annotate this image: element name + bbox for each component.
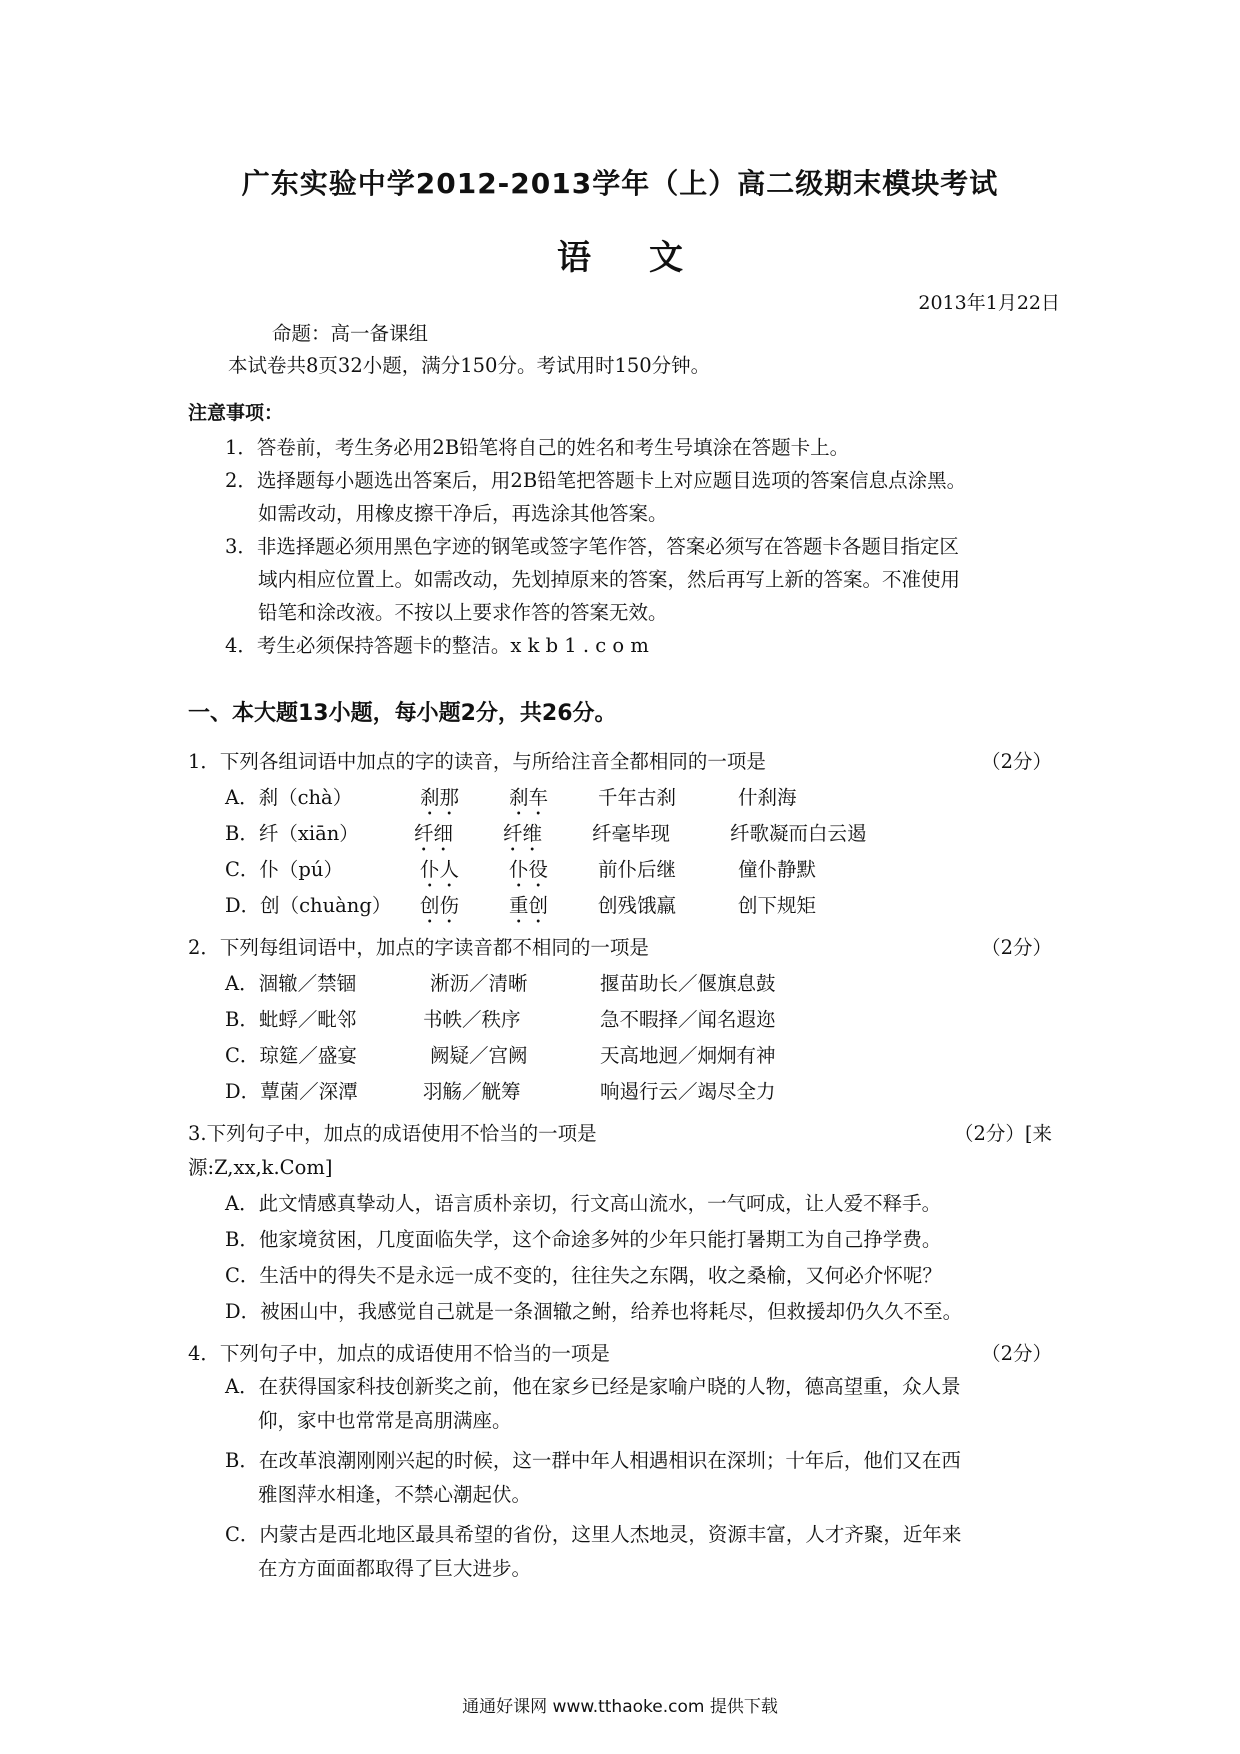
option-word: 纤歌凝而白云遏: [730, 822, 867, 845]
option-line-continued: 雅图萍水相逢，不禁心潮起伏。: [258, 1483, 532, 1506]
notice-item: 1．答卷前，考生务必用2B铅笔将自己的姓名和考生号填涂在答题卡上。: [225, 436, 850, 459]
exam-title: 广东实验中学2012-2013学年（上）高二级期末模块考试: [241, 167, 999, 200]
option-word: 僮仆静默: [738, 858, 817, 881]
option-word: 前仆后继: [598, 858, 677, 881]
question-4-option-c: [225, 1518, 1055, 1586]
notice-item: 4．考生必须保持答题卡的整洁。x k b 1 . c o m: [225, 634, 649, 657]
option-label: B．蚍蜉／毗邻: [225, 1008, 357, 1031]
option-line-continued: 在方方面面都取得了巨大进步。: [258, 1557, 532, 1580]
option-word: 刹车: [509, 786, 549, 809]
option-word: 创伤: [420, 894, 460, 917]
option-line: B．在改革浪潮刚刚兴起的时候，这一群中年人相遇相识在深圳；十年后，他们又在西: [225, 1449, 961, 1472]
question-3-score: （2分）[来: [953, 1122, 1052, 1145]
option-word: 天高地迥／炯炯有神: [600, 1044, 776, 1067]
option-word: 创残饿羸: [598, 894, 677, 917]
option-word: 羽觞／觥筹: [423, 1080, 521, 1103]
option-line: A．在获得国家科技创新奖之前，他在家乡已经是家喻户晓的人物，德高望重，众人景: [225, 1375, 961, 1398]
option-word: 急不暇择／闻名遐迩: [600, 1008, 776, 1031]
option-word: 纤细: [414, 822, 454, 845]
option-word: 创下规矩: [738, 894, 817, 917]
option-word: 阙疑／宫阙: [430, 1044, 528, 1067]
notice-item: 3．非选择题必须用黑色字迹的钢笔或签字笔作答，答案必须写在答题卡各题目指定区: [225, 535, 959, 558]
option-label: B．纤（xiān）: [225, 822, 359, 845]
option-label: A．刹（chà）: [225, 786, 353, 809]
author-line: 命题：高一备课组: [272, 322, 429, 345]
option-word: 重创: [509, 894, 549, 917]
option-label: A．涸辙／禁锢: [225, 972, 357, 995]
notice-heading: 注意事项：: [188, 402, 284, 424]
notice-item: 如需改动，用橡皮擦干净后，再选涂其他答案。: [258, 502, 668, 525]
notice-item: 铅笔和涂改液。不按以上要求作答的答案无效。: [258, 601, 668, 624]
option-word: 纤毫毕现: [592, 822, 671, 845]
option-label: C．琼筵／盛宴: [225, 1044, 357, 1067]
option-label: C．仆（pú）: [225, 858, 343, 881]
option-label: D．创（chuàng）: [225, 894, 392, 917]
option-word: 响遏行云／竭尽全力: [600, 1080, 776, 1103]
option-word: 纤维: [503, 822, 543, 845]
option-line-continued: 仰，家中也常常是高朋满座。: [258, 1409, 512, 1432]
option-word: 淅沥／清晰: [430, 972, 528, 995]
question-3-stem: 3.下列句子中，加点的成语使用不恰当的一项是: [188, 1122, 597, 1145]
exam-info: 本试卷共8页32小题，满分150分。考试用时150分钟。: [228, 354, 711, 377]
option-word: 揠苗助长／偃旗息鼓: [600, 972, 776, 995]
question-4-option-b: [225, 1444, 1055, 1512]
option-word: 书帙／秩序: [423, 1008, 521, 1031]
question-3-option-d: D．被困山中，我感觉自己就是一条涸辙之鲋，给养也将耗尽，但救援却仍久久不至。: [225, 1300, 963, 1323]
question-3-option-b: B．他家境贫困，几度面临失学，这个命途多舛的少年只能打暑期工为自己挣学费。: [225, 1228, 942, 1251]
exam-date: 2013年1月22日: [918, 292, 1060, 314]
subject-title: 语文: [557, 238, 741, 278]
question-4-score: （2分）: [981, 1342, 1052, 1365]
option-word: 刹那: [420, 786, 460, 809]
question-3-source: 源:Z,xx,k.Com]: [188, 1156, 333, 1179]
section-heading: 一、本大题13小题，每小题2分，共26分。: [188, 701, 617, 726]
question-2-stem: 2．下列每组词语中，加点的字读音都不相同的一项是: [188, 936, 649, 959]
option-label: D．蕈菌／深潭: [225, 1080, 358, 1103]
question-4-option-a: [225, 1370, 1055, 1438]
option-word: 什刹海: [738, 786, 797, 809]
question-1-stem: 1．下列各组词语中加点的字的读音，与所给注音全都相同的一项是: [188, 750, 766, 773]
option-word: 仆役: [509, 858, 549, 881]
option-word: 仆人: [420, 858, 460, 881]
notice-item: 域内相应位置上。如需改动，先划掉原来的答案，然后再写上新的答案。不准使用: [258, 568, 961, 591]
question-1-score: （2分）: [981, 750, 1052, 773]
option-line: C．内蒙古是西北地区最具希望的省份，这里人杰地灵，资源丰富，人才齐聚，近年来: [225, 1523, 962, 1546]
question-3-option-c: C．生活中的得失不是永远一成不变的，往往失之东隅，收之桑榆，又何必介怀呢？: [225, 1264, 942, 1287]
question-3-option-a: A．此文情感真挚动人，语言质朴亲切，行文高山流水，一气呵成，让人爱不释手。: [225, 1192, 942, 1215]
question-4-stem: 4．下列句子中，加点的成语使用不恰当的一项是: [188, 1342, 610, 1365]
page-footer: 通通好课网 www.tthaoke.com 提供下载: [462, 1697, 778, 1717]
option-word: 千年古刹: [598, 786, 677, 809]
notice-item: 2．选择题每小题选出答案后，用2B铅笔把答题卡上对应题目选项的答案信息点涂黑。: [225, 469, 967, 492]
question-2-score: （2分）: [981, 936, 1052, 959]
